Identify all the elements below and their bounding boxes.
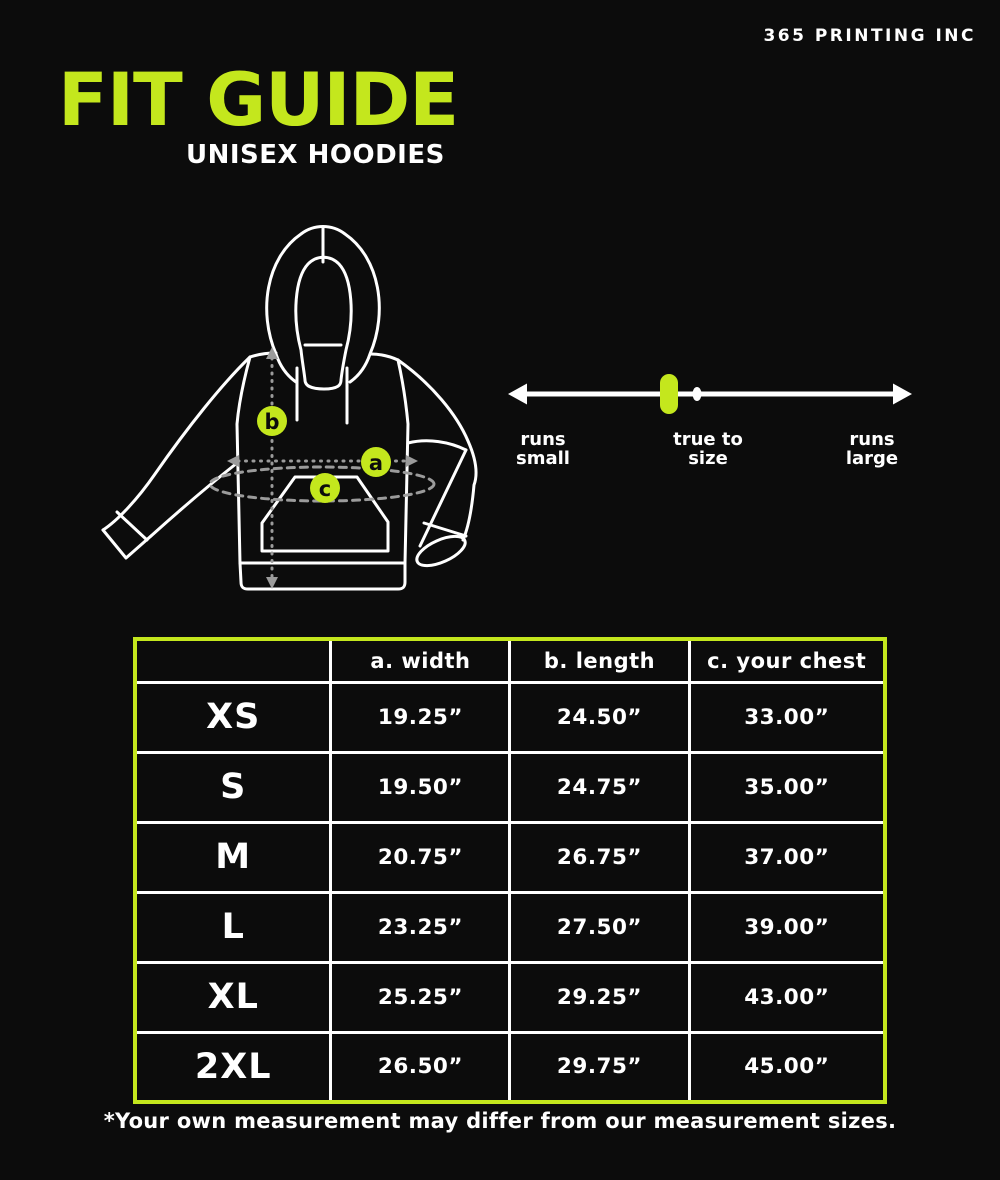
center-tick-dot	[693, 387, 702, 401]
size-name-cell: S	[137, 752, 331, 822]
length-value-cell: 24.50”	[510, 683, 689, 753]
size-name-cell: L	[137, 892, 331, 962]
hoodie-diagram	[95, 218, 505, 610]
size-chart	[133, 637, 887, 1104]
callout-c-label: c	[318, 477, 332, 501]
size-row	[137, 962, 883, 1032]
width-value-cell: 23.25”	[331, 892, 510, 962]
size-name-cell: 2XL	[137, 1032, 331, 1100]
length-value-cell: 29.25”	[510, 962, 689, 1032]
size-name-cell: M	[137, 822, 331, 892]
hoodie-outline	[103, 227, 476, 590]
width-value-cell: 19.25”	[331, 683, 510, 753]
size-table	[137, 641, 883, 1100]
size-row	[137, 892, 883, 962]
width-value-cell: 19.50”	[331, 752, 510, 822]
col-header-width: a. width	[331, 641, 510, 683]
fit-marker	[660, 374, 678, 414]
corner-cell	[137, 641, 331, 683]
brand-name: 365 PRINTING INC	[763, 26, 976, 46]
scale-label-runs-small: runs small	[516, 429, 570, 469]
length-value-cell: 24.75”	[510, 752, 689, 822]
callout-a-label: a	[368, 451, 384, 475]
page-title: FIT GUIDE	[58, 58, 459, 143]
length-value-cell: 27.50”	[510, 892, 689, 962]
chest-value-cell: 35.00”	[689, 752, 883, 822]
size-row	[137, 1032, 883, 1100]
col-header-length: b. length	[510, 641, 689, 683]
length-value-cell: 29.75”	[510, 1032, 689, 1100]
measurement-lines	[210, 358, 434, 578]
width-value-cell: 25.25”	[331, 962, 510, 1032]
footnote: *Your own measurement may differ from our measurement sizes.	[103, 1109, 897, 1133]
fit-scale-axis	[505, 368, 915, 420]
callout-b-label: b	[264, 410, 280, 434]
scale-label-runs-large: runs large	[845, 429, 899, 469]
col-header-chest: c. your chest	[689, 641, 883, 683]
scale-label-true-to-size: true to size	[673, 429, 743, 469]
chest-value-cell: 39.00”	[689, 892, 883, 962]
size-name-cell: XL	[137, 962, 331, 1032]
width-value-cell: 26.50”	[331, 1032, 510, 1100]
width-value-cell: 20.75”	[331, 822, 510, 892]
fit-scale	[505, 368, 915, 483]
length-value-cell: 26.75”	[510, 822, 689, 892]
left-arrowhead	[508, 384, 527, 405]
chest-value-cell: 43.00”	[689, 962, 883, 1032]
size-name-cell: XS	[137, 683, 331, 753]
size-table-body	[137, 641, 883, 1100]
right-arrowhead	[893, 384, 912, 405]
size-row	[137, 683, 883, 753]
header-row	[137, 641, 883, 683]
chest-value-cell: 33.00”	[689, 683, 883, 753]
size-row	[137, 822, 883, 892]
page-subtitle: UNISEX HOODIES	[186, 140, 445, 170]
size-row	[137, 752, 883, 822]
chest-value-cell: 37.00”	[689, 822, 883, 892]
chest-value-cell: 45.00”	[689, 1032, 883, 1100]
